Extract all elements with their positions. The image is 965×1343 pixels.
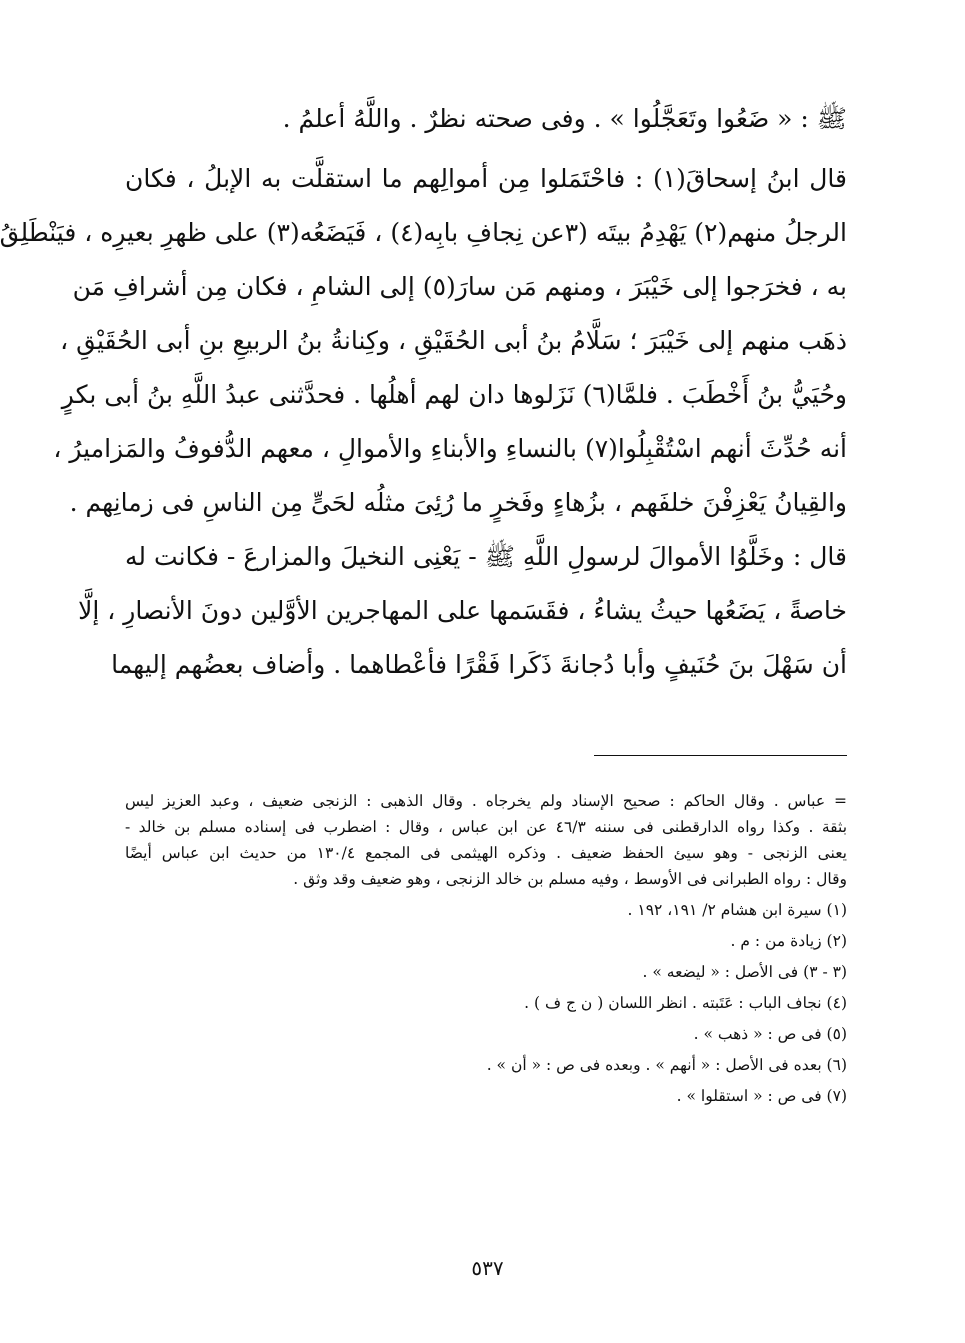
main-text-line: ذهَب منهم إلى خَيْبَرَ ؛ سَلَّامُ بنُ أبى الحُقَيْقِ ، وكِنانةُ بنُ الربيعِ بنِ أبى الحُقَيْقِ ، bbox=[60, 326, 847, 355]
footnote-item: (٣ - ٣) فى الأصل : « ليضعه » . bbox=[642, 963, 847, 981]
main-text-line: قال : وخَلَّوُا الأموالَ لرسولِ اللَّهِ ﷺ - يَعْنِى النخيلَ والمزارعَ - فكانت له bbox=[125, 542, 847, 571]
footnote-item: (٥) فى ص : « ذهب » . bbox=[693, 1025, 847, 1043]
footnote-item: (٢) زيادة من : م . bbox=[730, 932, 847, 950]
footnotes bbox=[125, 788, 847, 1109]
main-text-line: ﷺ : « ضَعُوا وتَعَجَّلُوا » . وفى صحته نظرٌ . واللَّهُ أعلمُ . bbox=[282, 104, 847, 133]
main-text-line: أن سَهْلَ بنَ حُنَيفٍ وأبا دُجانةَ ذَكَرا فَقْرًا فأعْطاهما . وأضاف بعضُهم إليهما bbox=[111, 650, 847, 679]
main-text-line: الرجلُ منهم(٢) يَهْدِمُ بيتَه (٣عن نِجافِ بابِه(٤) ، فَيَضَعُه(٣) على ظهرِ بعيرِه ، فيَنْطَلِقُ bbox=[0, 218, 847, 247]
main-text bbox=[0, 92, 848, 692]
main-text-line: قال ابنُ إسحاقَ(١) : فاحْتَمَلوا مِن أموالِهم ما استقلَّت به الإبلُ ، فكان bbox=[125, 164, 848, 193]
footnote-item: (٤) نجاف الباب : عَتَبته . انظر اللسان ( ن ج ف ) . bbox=[524, 994, 847, 1012]
footnote-item: (١) سيرة ابن هشام ٢/ ١٩١، ١٩٢ . bbox=[627, 901, 847, 919]
footnote-continuation-line: يعنى الزنجى - وهو سيئ الحفظ ضعيف . وذكره الهيثمى فى المجمع ١٣٠/٤ من حديث ابن عباس أيضًا bbox=[125, 844, 848, 862]
footnote-item: (٦) بعده فى الأصل : « أنهم » . وبعده فى ص : « أن » . bbox=[486, 1056, 847, 1074]
main-text-line: وحُيَيُّ بنُ أَخْطَبَ . فلمَّا(٦) نَزَلوها دان لهم أهلُها . فحدَّثنى عبدُ اللَّهِ بنُ أبى بكرٍ bbox=[61, 380, 847, 409]
main-text-line: خاصةً ، يَضَعُها حيثُ يشاءُ ، فقَسَمها على المهاجرين الأوَّلين دونَ الأنصارِ ، إلَّا bbox=[78, 596, 847, 625]
main-text-line: والقِيانُ يَعْزِفْنَ خلفَهم ، بزُهاءٍ وفَخرٍ ما رُئِىَ مثلُه لحَىٍّ مِن الناسِ فى زمانِهم . bbox=[69, 488, 847, 517]
footnote-item: (٧) فى ص : « استقلوا » . bbox=[676, 1087, 847, 1105]
main-text-line: به ، فخرَجوا إلى خَيْبَرَ ، ومنهم مَن سارَ(٥) إلى الشامِ ، فكان مِن أشرافِ مَن bbox=[72, 272, 847, 301]
page-number: ٥٣٧ bbox=[471, 1256, 504, 1280]
main-text-line: أنه حُدِّثَ أنهم اسْتُقْبِلُوا(٧) بالنساءِ والأبناءِ والأموالِ ، معهم الدُّفوفُ والمَزاميرُ ، bbox=[53, 434, 847, 463]
footnote-continuation-line: وقال : رواه الطبرانى فى الأوسط ، وفيه مسلم بن خالد الزنجى ، وهو ضعيف وقد وثق . bbox=[293, 870, 847, 888]
footnote-continuation-line: بثقة . وكذا رواه الدارقطنى فى سننه ٤٦/٣ عن ابن عباس ، وقال : اضطرب فى إسناده مسلم بن خالد - bbox=[125, 818, 848, 836]
footnote-divider bbox=[594, 755, 847, 756]
footnote-continuation-line: = عباس . وقال الحاكم : صحيح الإسناد ولم يخرجاه . وقال الذهبى : الزنجى ضعيف ، وعبد العزيز ليس bbox=[125, 792, 847, 810]
